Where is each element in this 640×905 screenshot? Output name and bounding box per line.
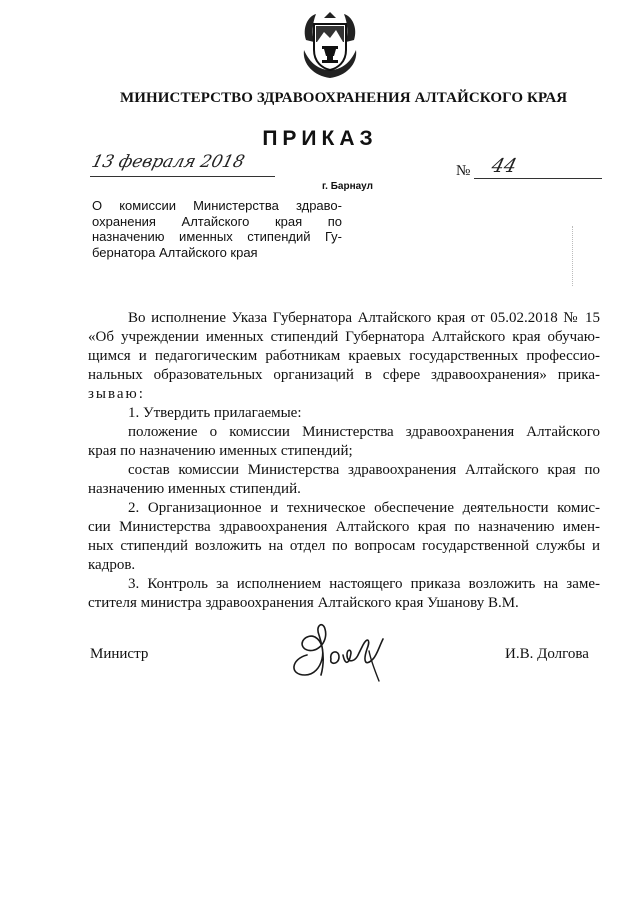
margin-mark xyxy=(572,226,573,286)
order-subject xyxy=(92,198,342,260)
body-line: стителя министра здравоохранения Алтайского края Ушанову В.М. xyxy=(88,595,519,611)
body-line: нальных образовательных организаций в сфере здравоохранения» прика- xyxy=(88,367,600,383)
handwritten-number: 44 xyxy=(489,155,519,177)
body-line: сии Министерства здравоохранения Алтайского края по назначению имен- xyxy=(88,519,600,535)
subject-line: охранения Алтайского края по xyxy=(92,213,342,229)
body-line: Во исполнение Указа Губернатора Алтайского края от 05.02.2018 № 15 xyxy=(128,310,600,326)
subject-line: назначению именных стипендий Гу- xyxy=(92,229,342,244)
subject-line: О комиссии Министерства здраво- xyxy=(92,198,342,213)
body-line: ных стипендий возложить на отдел по вопросам государственной службы и xyxy=(88,538,600,554)
body-line: зываю: xyxy=(88,386,145,402)
body-line: кадров. xyxy=(88,557,136,573)
date-underline xyxy=(90,176,275,177)
signer-name: И.В. Долгова xyxy=(505,646,589,662)
body-line: 1. Утвердить прилагаемые: xyxy=(128,405,302,421)
body-line: 3. Контроль за исполнением настоящего приказа возложить на заме- xyxy=(128,576,600,592)
number-underline xyxy=(474,178,602,179)
city-label: г. Барнаул xyxy=(322,181,373,192)
altai-krai-coat-of-arms-icon xyxy=(300,10,360,80)
subject-line: бернатора Алтайского края xyxy=(92,244,258,260)
number-label: № xyxy=(456,163,471,179)
body-line: «Об учреждении именных стипендий Губернатора Алтайского края обучаю- xyxy=(88,329,600,345)
order-body xyxy=(88,309,600,613)
body-line: положение о комиссии Министерства здравоохранения Алтайского xyxy=(128,424,600,440)
body-line: края по назначению именных стипендий; xyxy=(88,443,353,459)
body-line: 2. Организационное и техническое обеспечение деятельности комис- xyxy=(128,500,600,516)
body-line: назначению именных стипендий. xyxy=(88,481,301,497)
body-line: щимся и педагогическим работникам краевых государственных профессио- xyxy=(88,348,600,364)
body-line: состав комиссии Министерства здравоохранения Алтайского края по xyxy=(128,462,600,478)
ministry-name: МИНИСТЕРСТВО ЗДРАВООХРАНЕНИЯ АЛТАЙСКОГО КРАЯ xyxy=(120,90,568,106)
document-type-title: ПРИКАЗ xyxy=(262,127,378,150)
handwritten-signature-icon xyxy=(285,615,395,685)
handwritten-date: 13 февраля 2018 xyxy=(89,152,247,172)
signer-role: Министр xyxy=(90,646,149,662)
